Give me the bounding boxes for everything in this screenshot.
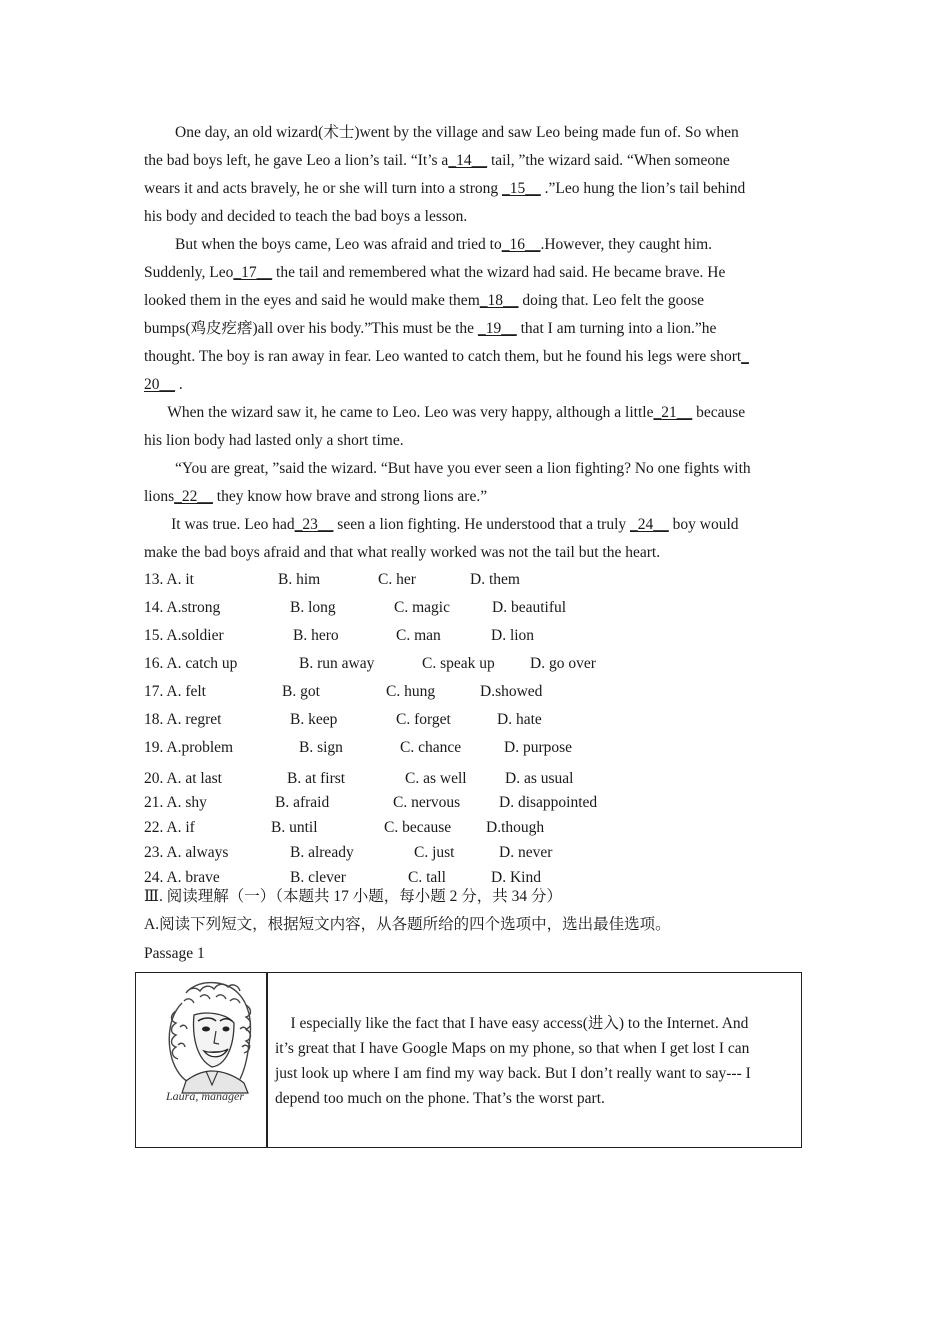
option-a: 17. A. felt (144, 683, 206, 700)
box-text-line: just look up where I am find my way back. But I don’t really want to say--- I (275, 1065, 751, 1082)
passage-text: his lion body had lasted only a short time. (144, 432, 404, 449)
answer-blank: _21__ (653, 404, 693, 421)
option-b: B. long (290, 599, 336, 616)
passage-line (144, 539, 800, 567)
option-d: D. hate (497, 711, 542, 728)
option-d: D.though (486, 819, 545, 836)
option-d: D. beautiful (492, 599, 567, 616)
option-d: D. never (499, 844, 553, 861)
answer-blank: _24__ (630, 516, 669, 533)
option-a: 13. A. it (144, 571, 194, 588)
passage-line (144, 259, 800, 287)
passage-text: seen a lion fighting. He understood that a truly (333, 516, 630, 533)
passage-text: wears it and acts bravely, he or she will turn into a strong (144, 180, 502, 197)
passage-line (144, 147, 800, 175)
answer-blank: _19__ (477, 320, 517, 337)
passage-text: lions (144, 488, 175, 505)
option-c: C. chance (400, 739, 462, 756)
passage-text: doing that. Leo felt the goose (518, 292, 705, 309)
passage-1-box (135, 972, 802, 1148)
answer-blank: _16__ (501, 236, 541, 253)
option-a: 24. A. brave (144, 869, 220, 886)
option-b: B. at first (287, 770, 346, 787)
passage-text: that I am turning into a lion.”he (516, 320, 717, 337)
answer-blank: _17__ (233, 264, 273, 281)
passage-line (144, 483, 800, 511)
option-d: D. lion (491, 627, 535, 644)
passage-line (144, 203, 800, 231)
box-text-line: depend too much on the phone. That’s the worst part. (275, 1090, 605, 1107)
answer-blank: _22__ (174, 488, 213, 505)
option-d: D. disappointed (499, 794, 598, 811)
passage-text: because (692, 404, 746, 421)
option-c: C. nervous (393, 794, 461, 811)
answer-blank: 20__ (144, 376, 175, 393)
passage-text: It was true. Leo had (144, 516, 295, 533)
answer-blank: _15__ (501, 180, 541, 197)
option-c: C. magic (394, 599, 450, 616)
option-a: 16. A. catch up (144, 655, 238, 672)
option-b: B. hero (293, 627, 339, 644)
passage-text: Suddenly, Leo (144, 264, 234, 281)
passage-text: When the wizard saw it, he came to Leo. Leo was very happy, although a little (144, 404, 654, 421)
option-b: B. him (278, 571, 321, 588)
passage-text: make the bad boys afraid and that what really worked was not the tail but the heart. (144, 544, 661, 561)
option-a: 23. A. always (144, 844, 229, 861)
passage-text: . (175, 376, 183, 393)
passage-line (144, 371, 800, 399)
option-a: 20. A. at last (144, 770, 222, 787)
passage-line (144, 175, 800, 203)
option-b: B. sign (299, 739, 343, 756)
option-c: C. hung (386, 683, 436, 700)
option-a: 21. A. shy (144, 794, 207, 811)
passage-text: bumps(鸡皮疙瘩)all over his body.”This must be the (144, 320, 478, 337)
option-c: C. because (384, 819, 452, 836)
option-c: C. man (396, 627, 441, 644)
box-divider (266, 973, 268, 1147)
answer-blank: _23__ (294, 516, 334, 533)
option-d: D. them (470, 571, 520, 588)
option-b: B. got (282, 683, 320, 700)
option-d: D. as usual (505, 770, 574, 787)
passage-line (144, 343, 800, 371)
passage-text: .”Leo hung the lion’s tail behind (540, 180, 746, 197)
option-c: C. forget (396, 711, 451, 728)
passage-text: One day, an old wizard(术士)went by the village and saw Leo being made fun of. So when (144, 124, 739, 141)
passage-text: boy would (668, 516, 739, 533)
answer-blank: _ (741, 348, 749, 365)
answer-blank: _18__ (479, 292, 519, 309)
passage-1-text (275, 1011, 795, 1111)
box-text-line: it’s great that I have Google Maps on my phone, so that when I get lost I can (275, 1040, 750, 1057)
section-instruction: A.阅读下列短文，根据短文内容，从各题所给的四个选项中，选出最佳选项。 (144, 916, 671, 933)
option-d: D.showed (480, 683, 543, 700)
option-d: D. Kind (491, 869, 541, 886)
passage-line (144, 511, 800, 539)
option-b: B. run away (299, 655, 375, 672)
option-c: C. her (378, 571, 416, 588)
option-a: 15. A.soldier (144, 627, 224, 644)
option-c: C. speak up (422, 655, 495, 672)
passage-line (144, 315, 800, 343)
passage-text: “You are great, ”said the wizard. “But have you ever seen a lion fighting? No one fights with (144, 460, 751, 477)
passage-text: his body and decided to teach the bad boys a lesson. (144, 208, 468, 225)
option-a: 18. A. regret (144, 711, 222, 728)
option-a: 19. A.problem (144, 739, 234, 756)
option-b: B. until (271, 819, 318, 836)
option-c: C. just (414, 844, 455, 861)
option-d: D. purpose (504, 739, 573, 756)
passage-text: thought. The boy is ran away in fear. Leo wanted to catch them, but he found his legs were short (144, 348, 742, 365)
portrait-caption: Laura, manager (166, 1089, 245, 1103)
passage-text: they know how brave and strong lions are.” (212, 488, 488, 505)
option-a: 22. A. if (144, 819, 195, 836)
passage-text: .However, they caught him. (540, 236, 713, 253)
passage-line (144, 399, 800, 427)
answer-blank: _14__ (448, 152, 488, 169)
passage-line (144, 427, 800, 455)
passage-line (144, 119, 800, 147)
passage-text: tail, ”the wizard said. “When someone (487, 152, 730, 169)
cloze-passage (144, 119, 800, 567)
passage-label: Passage 1 (144, 945, 205, 962)
option-b: B. afraid (275, 794, 330, 811)
passage-line (144, 231, 800, 259)
option-d: D. go over (530, 655, 596, 672)
passage-line (144, 455, 800, 483)
section-heading: Ⅲ. 阅读理解（一）（本题共 17 小题，每小题 2 分，共 34 分） (144, 888, 562, 905)
option-b: B. already (290, 844, 354, 861)
option-a: 14. A.strong (144, 599, 221, 616)
option-b: B. keep (290, 711, 338, 728)
passage-text: the tail and remembered what the wizard had said. He became brave. He (272, 264, 726, 281)
option-c: C. tall (408, 869, 446, 886)
passage-text: the bad boys left, he gave Leo a lion’s tail. “It’s a (144, 152, 449, 169)
passage-text: But when the boys came, Leo was afraid and tried to (144, 236, 502, 253)
box-text-line: I especially like the fact that I have easy access(进入) to the Internet. And (275, 1015, 749, 1032)
option-c: C. as well (405, 770, 467, 787)
passage-text: looked them in the eyes and said he would make them (144, 292, 480, 309)
passage-line (144, 287, 800, 315)
option-b: B. clever (290, 869, 346, 886)
